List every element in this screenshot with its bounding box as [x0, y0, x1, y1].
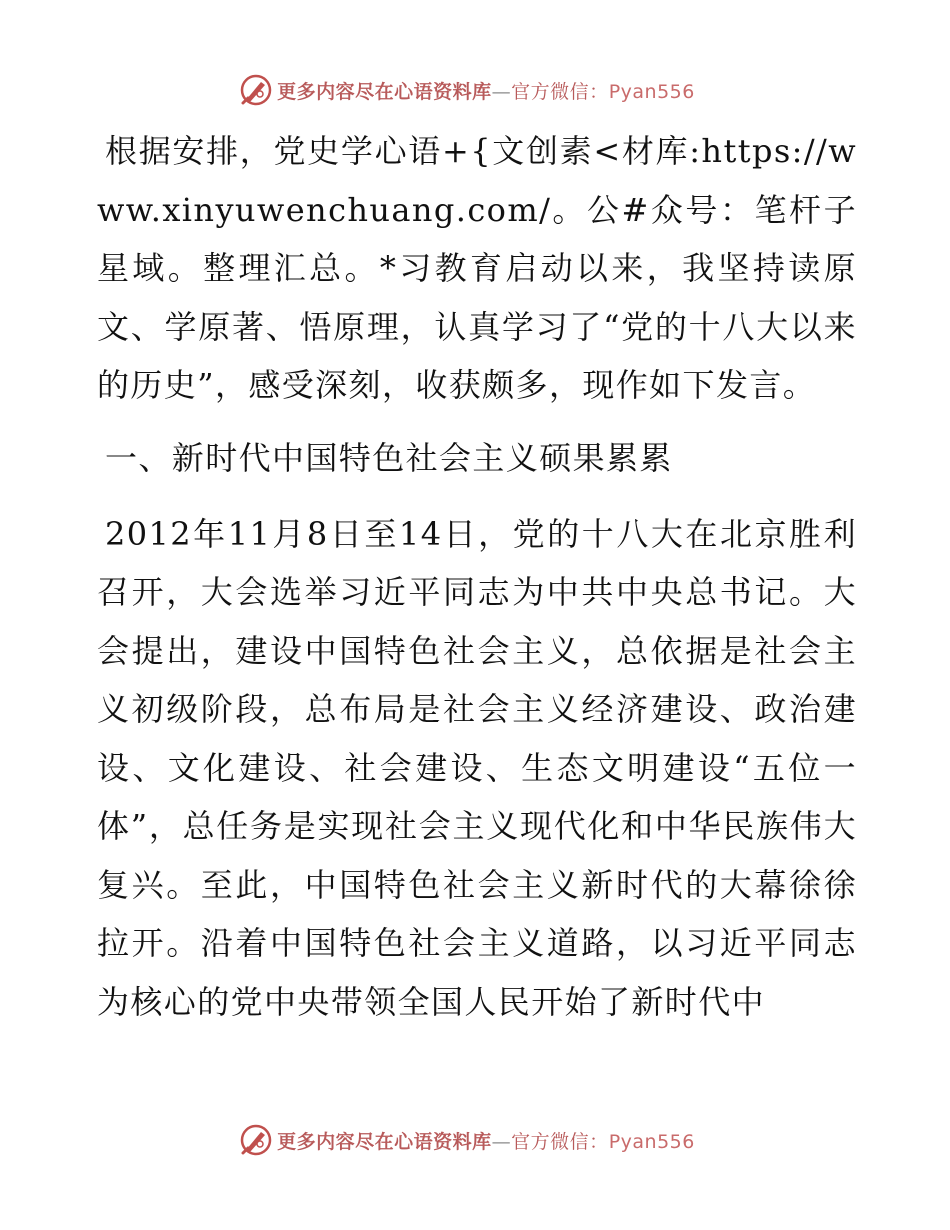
watermark-main-text: 更多内容尽在心语资料库 — [277, 1130, 492, 1153]
section-heading: 一、新时代中国特色社会主义硕果累累 — [105, 438, 673, 477]
watermark-wechat-id: Pyan556 — [608, 1130, 695, 1153]
body-paragraph: 2012年11月8日至14日，党的十八大在北京胜利召开，大会选举习近平同志为中共中央总书记。大会提出，建设中国特色社会主义，总依据是社会主义初级阶段，总布局是社会主义经济建设、政治建设、文化建设、社会建设、生态文明建设“五位一体”，总任务是实现社会主义现代化和中华民族伟大复兴。至此，中国特色社会主义新时代的大幕徐徐拉开。沿着中国特色社会主义道路，以习近平同志为核心的党中央带领全国人民开始了新时代中 — [97, 514, 857, 1021]
watermark-text — [277, 77, 695, 104]
watermark-separator: — — [491, 1130, 512, 1153]
watermark-separator: — — [491, 80, 512, 103]
watermark-wechat-label: 官方微信： — [511, 80, 609, 103]
header-watermark — [0, 70, 950, 110]
footer-watermark — [0, 1120, 950, 1160]
watermark-inner — [239, 73, 695, 107]
watermark-text — [277, 1127, 695, 1154]
watermark-main-text: 更多内容尽在心语资料库 — [277, 80, 492, 103]
pen-circle-logo-icon — [239, 73, 273, 107]
watermark-wechat-label: 官方微信： — [511, 1130, 609, 1153]
pen-circle-logo-icon — [239, 1123, 273, 1157]
watermark-wechat-id: Pyan556 — [608, 80, 695, 103]
intro-paragraph: 根据安排，党史学心语+{文创素<材库:https://www.xinyuwenchuang.com/。公#众号：笔杆子星域。整理汇总。*习教育启动以来，我坚持读原文、学原著、悟原理，认真学习了“党的十八大以来的历史”，感受深刻，收获颇多，现作如下发言。 — [97, 132, 857, 404]
watermark-inner — [239, 1123, 695, 1157]
document-body — [97, 122, 857, 1031]
